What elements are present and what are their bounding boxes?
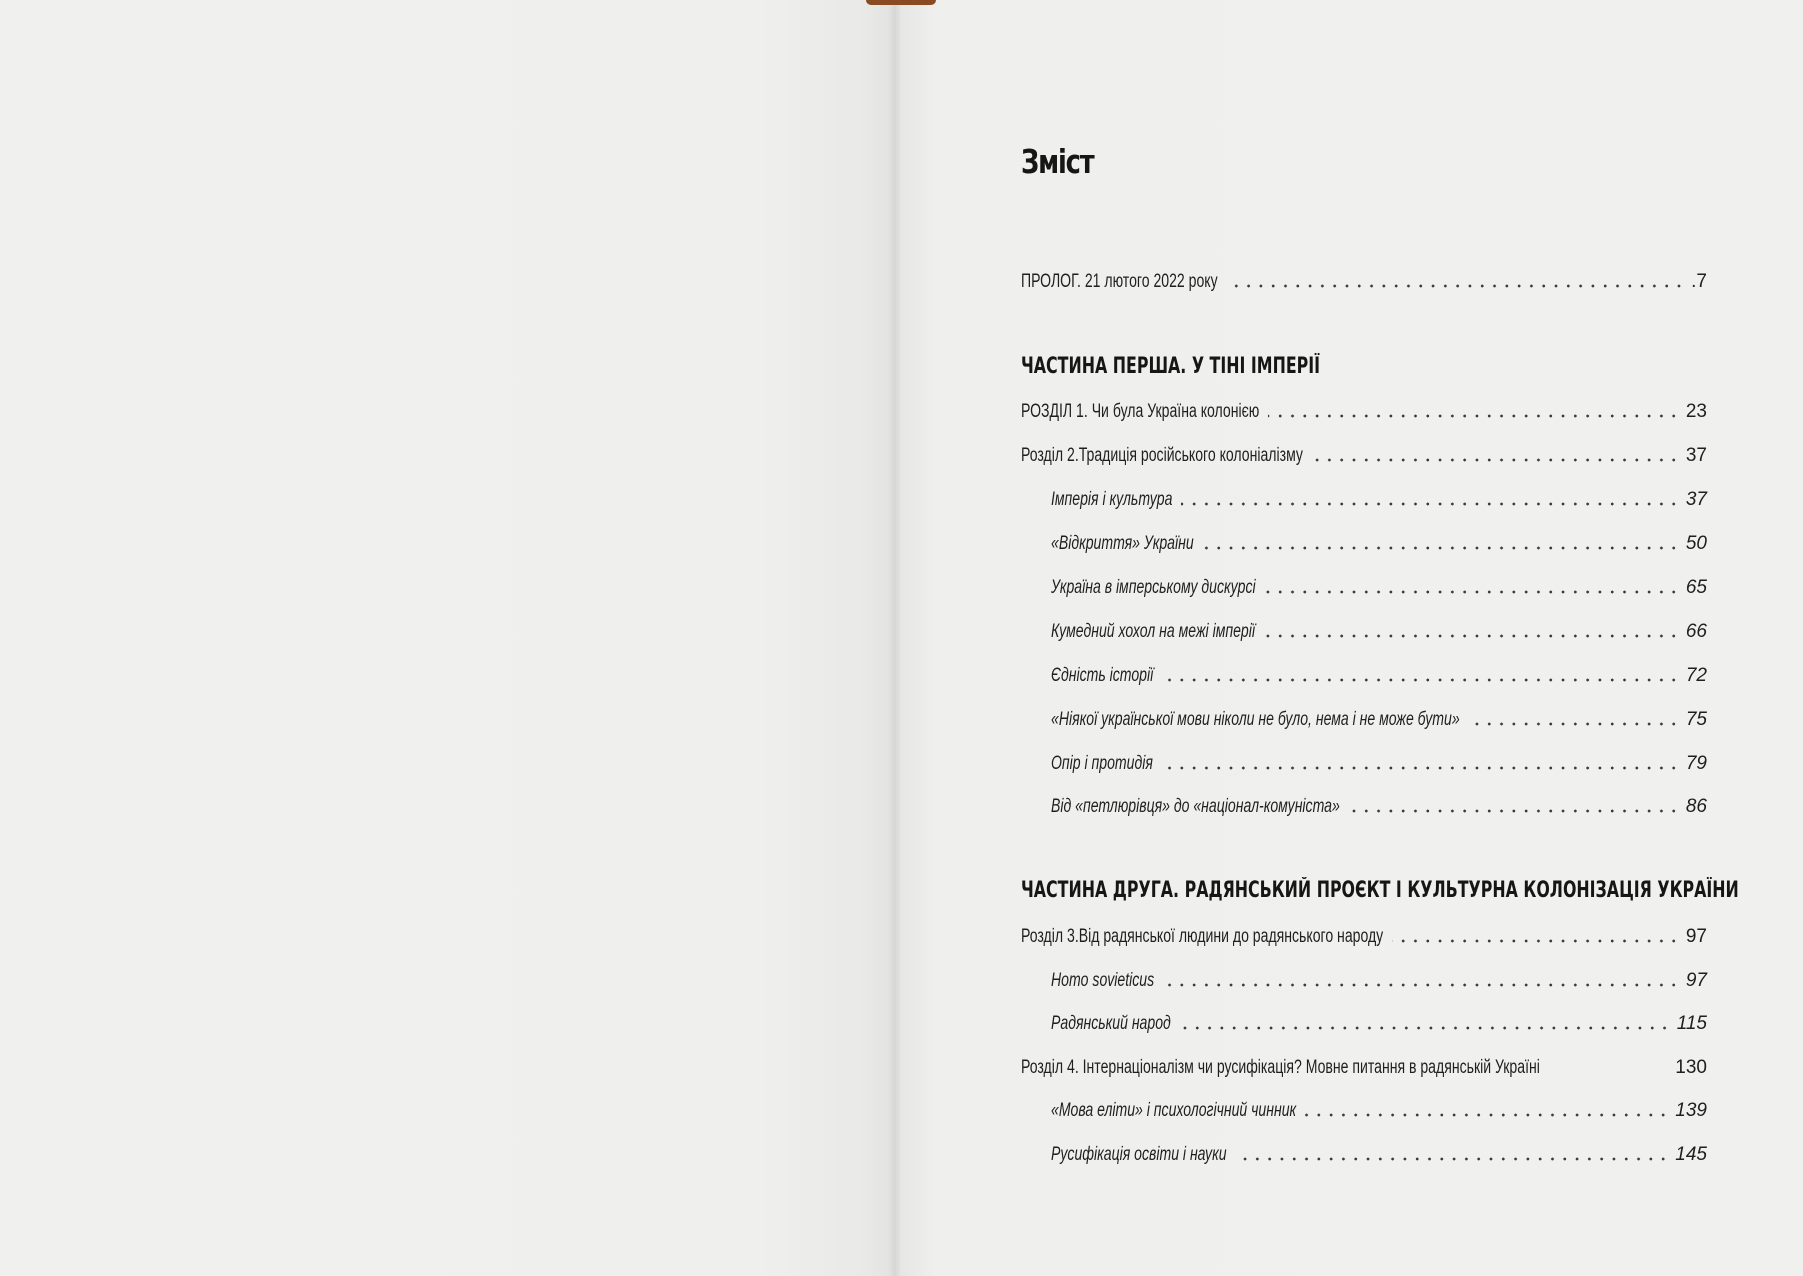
dot-leader — [1540, 1076, 1675, 1080]
toc-entry-section[interactable] — [1051, 706, 1707, 732]
toc-entry-label: Кумедний хохол на межі імперії — [1051, 621, 1255, 642]
toc-entry-label: РОЗДІЛ 1. Чи була Україна колонією — [1021, 401, 1260, 422]
toc-entry-label: ПРОЛОГ. 21 лютого 2022 року — [1021, 271, 1218, 292]
toc-entry-label: Русифікація освіти і науки — [1051, 1144, 1227, 1165]
toc-entry-label: Імперія і культура — [1051, 489, 1173, 510]
toc-entry-page: 130 — [1675, 1057, 1707, 1078]
dot-leader — [1311, 458, 1680, 462]
left-page — [0, 0, 892, 1276]
toc-entry-page: 37 — [1685, 489, 1707, 510]
dot-leader — [1468, 722, 1680, 726]
dot-leader — [1202, 546, 1680, 550]
dot-leader — [1392, 939, 1680, 943]
toc-entry-chapter-1[interactable] — [1021, 398, 1707, 424]
toc-entry-page: 79 — [1685, 753, 1707, 774]
toc-entry-page: 23 — [1685, 401, 1707, 422]
toc-entry-label: Єдність історії — [1051, 665, 1154, 686]
toc-entry-prologue[interactable] — [1021, 268, 1707, 294]
toc-entry-label: Розділ 4. Інтернаціоналізм чи русифікація? Мовне питання в радянській Україні — [1021, 1057, 1540, 1078]
dot-leader — [1226, 284, 1685, 288]
toc-entry-page: 65 — [1685, 577, 1707, 598]
toc-entry-label: Україна в імперському дискурсі — [1051, 577, 1256, 598]
toc-entry-label: Від «петлюрівця» до «націонал-комуніста» — [1051, 796, 1340, 817]
toc-entry-chapter-4[interactable] — [1021, 1054, 1707, 1080]
toc-entry-section[interactable] — [1051, 793, 1707, 819]
toc-entry-label: «Відкриття» України — [1051, 533, 1194, 554]
toc-entry-page: 86 — [1685, 796, 1707, 817]
toc-entry-label: «Мова еліти» і психологічний чинник — [1051, 1100, 1297, 1121]
dot-leader — [1263, 634, 1680, 638]
toc-entry-label: Homo sovieticus — [1051, 970, 1155, 991]
dot-leader — [1181, 502, 1680, 506]
dot-leader — [1179, 1026, 1671, 1030]
toc-entry-label: Розділ 3.Від радянської людини до радянського народу — [1021, 926, 1384, 947]
toc-entry-section[interactable] — [1051, 1141, 1707, 1167]
dot-leader — [1162, 678, 1680, 682]
dot-leader — [1264, 590, 1680, 594]
toc-entry-page: 66 — [1685, 621, 1707, 642]
toc-entry-section[interactable] — [1051, 574, 1707, 600]
toc-entry-label: Опір і протидія — [1051, 753, 1153, 774]
dot-leader — [1161, 766, 1680, 770]
toc-entry-label: Радянський народ — [1051, 1013, 1171, 1034]
toc-entry-section[interactable] — [1051, 1010, 1707, 1036]
toc-entry-section[interactable] — [1051, 530, 1707, 556]
dot-leader — [1268, 414, 1680, 418]
part-one-heading: ЧАСТИНА ПЕРША. У ТІНІ ІМПЕРІЇ — [1021, 354, 1321, 379]
toc-entry-label: Розділ 2.Традиція російського колоніалізму — [1021, 445, 1303, 466]
toc-entry-page: .7 — [1691, 271, 1707, 292]
bookmark-ribbon — [866, 0, 936, 5]
part-two-heading: ЧАСТИНА ДРУГА. РАДЯНСЬКИЙ ПРОЄКТ І КУЛЬТУРНА КОЛОНІЗАЦІЯ УКРАЇНИ — [1021, 878, 1739, 903]
toc-entry-page: 97 — [1685, 926, 1707, 947]
dot-leader — [1235, 1157, 1669, 1161]
toc-title: Зміст — [1021, 142, 1094, 181]
toc-entry-page: 37 — [1685, 445, 1707, 466]
toc-entry-page: 72 — [1685, 665, 1707, 686]
toc-entry-page: 115 — [1676, 1013, 1707, 1034]
toc-entry-chapter-3[interactable] — [1021, 923, 1707, 949]
toc-entry-page: 97 — [1685, 970, 1707, 991]
toc-entry-section[interactable] — [1051, 618, 1707, 644]
toc-entry-section[interactable] — [1051, 486, 1707, 512]
toc-entry-page: 139 — [1675, 1100, 1707, 1121]
toc-entry-section[interactable] — [1051, 967, 1707, 993]
toc-entry-page: 145 — [1675, 1144, 1707, 1165]
toc-entry-chapter-2[interactable] — [1021, 442, 1707, 468]
dot-leader — [1305, 1113, 1669, 1117]
dot-leader — [1163, 983, 1680, 987]
toc-entry-section[interactable] — [1051, 1097, 1707, 1123]
toc-entry-label: «Ніякої української мови ніколи не було, нема і не може бути» — [1051, 709, 1460, 730]
toc-entry-page: 75 — [1685, 709, 1707, 730]
toc-entry-section[interactable] — [1051, 750, 1707, 776]
toc-entry-page: 50 — [1685, 533, 1707, 554]
dot-leader — [1348, 809, 1680, 813]
toc-entry-section[interactable] — [1051, 662, 1707, 688]
